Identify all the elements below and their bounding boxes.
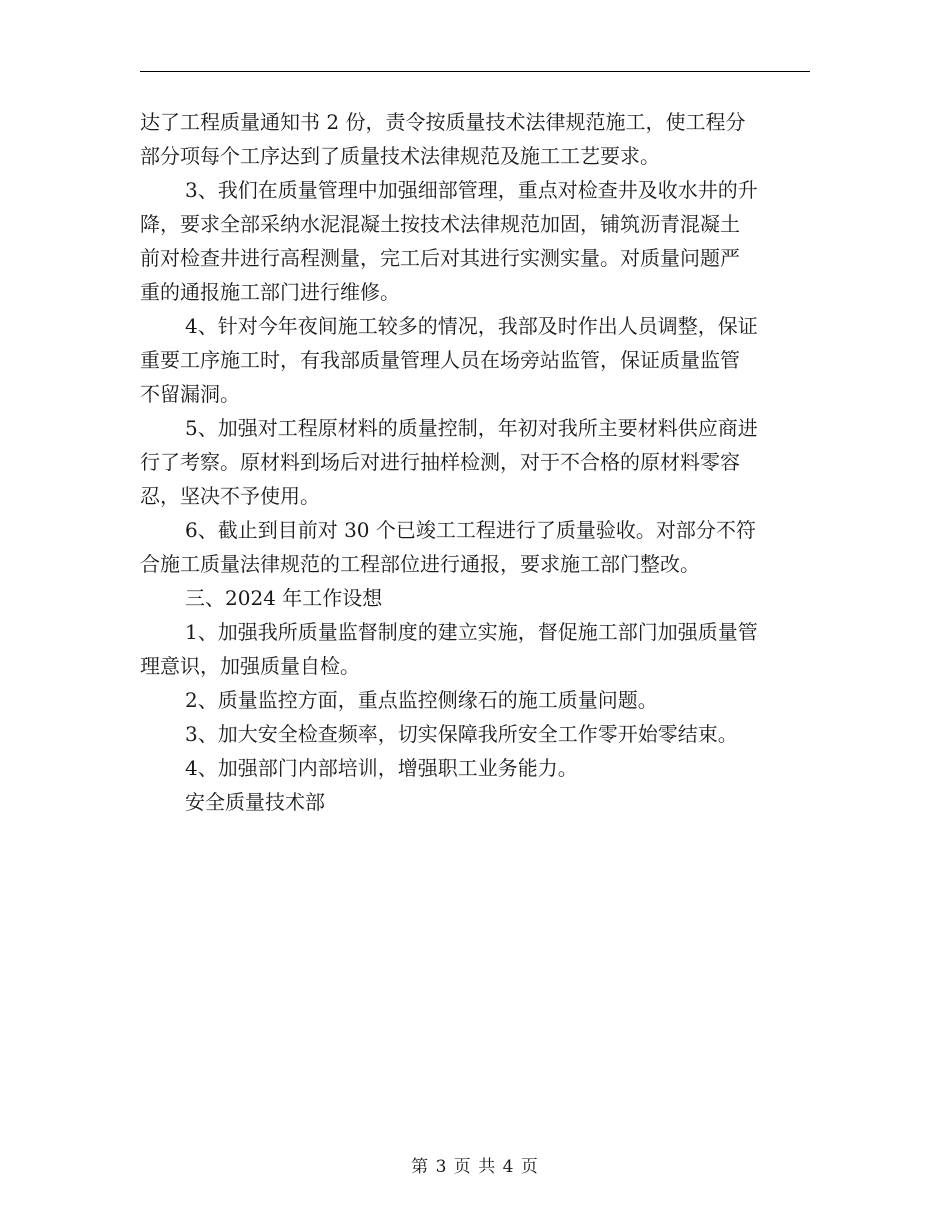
text-line: 4、针对今年夜间施工较多的情况，我部及时作出人员调整，保证 [185,314,758,338]
signature-department: 安全质量技术部 [185,790,325,814]
text-line: 5、加强对工程原材料的质量控制，年初对我所主要材料供应商进 [185,416,758,440]
text-line: 2、质量监控方面，重点监控侧缘石的施工质量问题。 [185,688,658,712]
header-rule [140,71,810,72]
text-line: 3、我们在质量管理中加强细部管理，重点对检查井及收水井的升 [185,178,758,202]
text-line: 不留漏洞。 [140,382,240,406]
text-line: 前对检查井进行高程测量，完工后对其进行实测实量。对质量问题严 [140,246,740,270]
section-heading: 三、2024 年工作设想 [185,586,383,610]
text-line: 重要工序施工时，有我部质量管理人员在场旁站监管，保证质量监管 [140,348,740,372]
text-line: 4、加强部门内部培训，增强职工业务能力。 [185,756,578,780]
text-line: 降，要求全部采纳水泥混凝土按技术法律规范加固，铺筑沥青混凝土 [140,212,740,236]
text-line: 重的通报施工部门进行维修。 [140,280,400,304]
text-line: 忍，坚决不予使用。 [140,484,320,508]
text-line: 行了考察。原材料到场后对进行抽样检测，对于不合格的原材料零容 [140,450,740,474]
text-line: 合施工质量法律规范的工程部位进行通报，要求施工部门整改。 [140,552,700,576]
text-line: 6、截止到目前对 30 个已竣工工程进行了质量验收。对部分不符 [185,518,756,542]
text-line: 达了工程质量通知书 2 份，责令按质量技术法律规范施工，使工程分 [140,110,746,134]
document-body [140,105,810,819]
text-line: 1、加强我所质量监督制度的建立实施，督促施工部门加强质量管 [185,620,758,644]
text-line: 3、加大安全检查频率，切实保障我所安全工作零开始零结束。 [185,722,738,746]
text-line: 理意识，加强质量自检。 [140,654,360,678]
page-number: 第 3 页 共 4 页 [411,1157,539,1177]
text-line: 部分项每个工序达到了质量技术法律规范及施工工艺要求。 [140,144,660,168]
